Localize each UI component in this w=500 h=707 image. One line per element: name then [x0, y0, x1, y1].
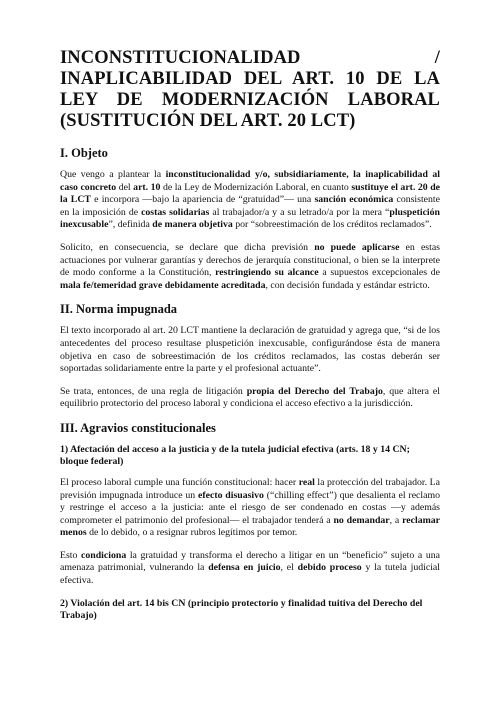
- body-text: , el: [280, 562, 298, 574]
- body-text: de lo debido, o a resignar rubros legítimos por temor.: [86, 527, 298, 539]
- body-text: ”, definida: [108, 219, 153, 231]
- body-text: al trabajador/a y a su letrado/a por la mera “: [209, 206, 390, 218]
- emphasis-text: debido proceso: [297, 562, 362, 574]
- emphasis-text: pluspetición inexcusable: [60, 206, 441, 231]
- document-title: INCONSTITUCIONALIDAD / INAPLICABILIDAD DEL ART. 10 DE LA LEY DE MODERNIZACIÓN LABORAL (SUSTITUCIÓN DEL ART. 20 LCT): [60, 48, 440, 131]
- body-text: la gratuidad y transforma el derecho a litigar en un “beneficio” sujeto a una amenaza patrimonial, vulnerando la: [60, 549, 440, 574]
- body-text: y la tutela judicial efectiva.: [60, 562, 440, 587]
- paragraph-norma-2: [60, 386, 440, 411]
- subsection-heading-1: 1) Afectación del acceso a la justicia y de la tutela judicial efectiva (arts. 18 y 14 CN; bloque federal): [60, 443, 410, 468]
- body-text: Se trata, entonces, de una regla de litigación: [60, 385, 247, 397]
- emphasis-text: costas solidarias: [141, 206, 210, 218]
- body-text: de la Ley de Modernización Laboral, en cuanto: [160, 181, 352, 193]
- paragraph-objeto-1: [60, 169, 440, 232]
- emphasis-text: reclamar menos: [60, 514, 441, 539]
- paragraph-norma-1: [60, 325, 440, 375]
- section-heading-norma: II. Norma impugnada: [60, 302, 178, 317]
- emphasis-text: condiciona: [81, 549, 127, 561]
- body-text: (“chilling effect”) que desalienta el reclamo y restringe el acceso a la justicia: ante el riesgo de ser condenado en costas —y además comprometer el patrimonio del profesional— el trabajador tenderá a: [60, 489, 440, 526]
- emphasis-text: no demandar: [333, 514, 390, 526]
- emphasis-text: propia del Derecho del Trabajo: [246, 385, 383, 397]
- body-text: , con decisión fundada y estándar estricto.: [265, 279, 430, 291]
- body-text: El texto incorporado al art. 20 LCT mantiene la declaración de gratuidad y agrega que, “si de los antecedentes del proceso resultase pluspetición inexcusable, configurándose ésta de manera objetiva en caso de sobreestimación de los créditos reclamados, las costas deberán ser soportadas solidariamente entre la parte y el profesional actuante”.: [60, 325, 440, 375]
- body-text: Que vengo a plantear la: [60, 169, 166, 180]
- emphasis-text: art. 10: [133, 181, 161, 193]
- body-text: , que altera el equilibrio protectorio del proceso laboral y condiciona el acceso efectivo a la jurisdicción.: [60, 385, 440, 410]
- emphasis-text: efecto disuasivo: [198, 489, 264, 501]
- emphasis-text: sanción económica: [314, 194, 394, 206]
- body-text: e incorpora —bajo la apariencia de “gratuidad”— una: [90, 194, 315, 206]
- body-text: la protección del trabajador. La previsión impugnada introduce un: [60, 476, 440, 501]
- emphasis-text: sustituye el art. 20 de la LCT: [60, 181, 440, 206]
- subsection-heading-2: 2) Violación del art. 14 bis CN (principio protectorio y finalidad tuitiva del Derecho del Trabajo): [60, 597, 423, 622]
- section-heading-agravios: III. Agravios constitucionales: [60, 420, 216, 435]
- paragraph-objeto-2: [60, 242, 440, 292]
- body-text: del: [116, 181, 134, 193]
- body-text: a supuestos excepcionales de: [318, 267, 440, 279]
- body-text: en estas actuaciones por vulnerar garantías y derechos de jerarquía constitucional, o bien se la interprete de modo conforme a la Constitución,: [60, 241, 440, 279]
- paragraph-agravio1-2: [60, 550, 440, 588]
- emphasis-text: inconstitucionalidad y/o, subsidiariamente, la inaplicabilidad al caso concreto: [60, 169, 440, 193]
- emphasis-text: de manera objetiva: [152, 219, 233, 231]
- emphasis-text: no puede aplicarse: [314, 241, 400, 253]
- body-text: por “sobreestimación de los créditos reclamados”.: [232, 219, 432, 231]
- emphasis-text: restringiendo su alcance: [215, 267, 319, 279]
- body-text: Solicito, en consecuencia, se declare que dicha previsión: [60, 241, 315, 253]
- body-text: Esto: [60, 549, 82, 561]
- section-heading-objeto: I. Objeto: [60, 146, 108, 160]
- paragraph-agravio1-1: [60, 477, 440, 540]
- emphasis-text: mala fe/temeridad grave debidamente acreditada: [60, 279, 266, 291]
- body-text: El proceso laboral cumple una función constitucional: hacer: [60, 476, 299, 488]
- body-text: consistente en la imposición de: [60, 194, 441, 218]
- emphasis-text: real: [298, 476, 315, 488]
- emphasis-text: defensa en juicio: [208, 562, 281, 574]
- body-text: , a: [389, 514, 403, 526]
